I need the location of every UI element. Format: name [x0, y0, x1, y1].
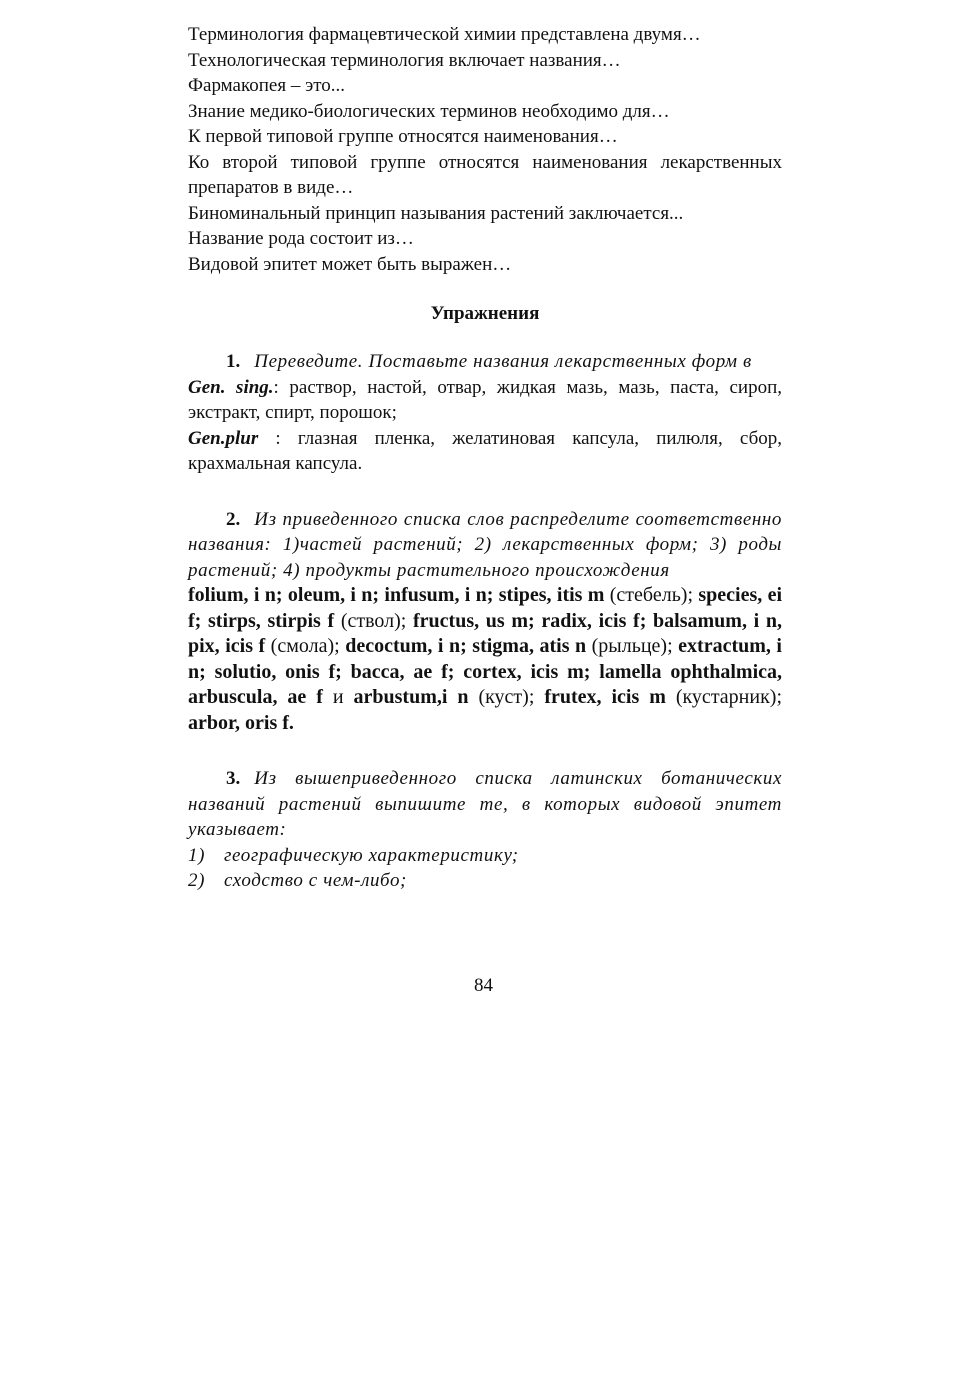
- exercise-2: [188, 507, 782, 737]
- latin-terms: decoctum, i n; stigma, atis n: [345, 635, 587, 657]
- exercise-2-number: 2.: [226, 508, 241, 530]
- review-question: Биноминальный принцип называния растений заключается...: [188, 202, 684, 224]
- latin-terms: arbor, oris f.: [188, 711, 294, 734]
- latin-word-list: [188, 583, 782, 736]
- term-gloss: (ствол);: [334, 609, 414, 632]
- gen-sing-line: [188, 375, 782, 426]
- item-marker: 1): [188, 844, 206, 866]
- latin-terms: frutex, icis m: [544, 686, 666, 708]
- exercise-2-task: [188, 507, 782, 584]
- term-gloss: (кустарник);: [665, 686, 783, 708]
- gen-sing-words: : раствор, настой, отвар, жидкая мазь, мазь, паста, сироп, экстракт, спирт, порошок;: [188, 376, 782, 423]
- exercise-1-instruction: Переведите. Поставьте названия лекарственных форм в: [254, 351, 752, 372]
- review-question: Терминология фармацевтической химии представлена двумя…: [188, 24, 701, 45]
- gen-plur-line: [188, 426, 782, 477]
- term-gloss: (куст);: [468, 686, 545, 708]
- exercise-3: [188, 766, 782, 894]
- review-question: Ко второй типовой группе относятся наименования лекарственных препаратов в виде…: [188, 151, 782, 198]
- exercise-3-number: 3.: [226, 768, 241, 789]
- page-content: [188, 22, 782, 924]
- term-gloss: (стебель);: [604, 584, 699, 606]
- exercise-1-number: 1.: [226, 351, 241, 372]
- item-text: географическую характеристику;: [224, 844, 519, 866]
- review-question: К первой типовой группе относятся наименования…: [188, 126, 618, 147]
- latin-terms: fructus, us m; radix, icis f; balsamum, i n, pix, icis f: [188, 609, 782, 657]
- latin-terms: arbustum,i n: [353, 686, 469, 708]
- term-gloss: (смола);: [265, 635, 346, 657]
- review-question: Название рода состоит из…: [188, 228, 414, 249]
- page-number: 84: [474, 975, 493, 996]
- latin-terms: species, ei f; stirps, stirpis f: [188, 584, 782, 632]
- item-text: сходство с чем-либо;: [224, 870, 407, 891]
- exercise-1-task: [188, 349, 782, 375]
- exercise-3-item: [188, 843, 782, 869]
- exercise-1: [188, 349, 782, 477]
- exercise-3-task: [188, 766, 782, 843]
- review-questions: [188, 22, 782, 277]
- section-title: Упражнения: [430, 303, 540, 324]
- latin-terms: folium, i n; oleum, i n; infusum, i n; stipes, itis m: [188, 584, 605, 606]
- item-marker: 2): [188, 870, 206, 891]
- term-gloss: и: [322, 686, 354, 708]
- gen-sing-label: Gen. sing.: [188, 376, 274, 398]
- review-question: Фармакопея – это...: [188, 75, 346, 96]
- latin-terms: extractum, i n; solutio, onis f; bacca, ae f; cortex, icis m; lamella ophthalmica, arbuscula, ae f: [188, 635, 782, 708]
- review-question: Знание медико-биологических терминов необходимо для…: [188, 100, 670, 122]
- term-gloss: (рыльце);: [586, 635, 679, 657]
- exercise-3-item: [188, 868, 782, 894]
- review-question: Технологическая терминология включает названия…: [188, 49, 621, 71]
- review-question: Видовой эпитет может быть выражен…: [188, 253, 512, 275]
- gen-plur-label: Gen.plur: [188, 427, 259, 449]
- exercise-2-instruction: Из приведенного списка слов распределите соответственно названия: 1)частей растений; 2) лекарственных форм; 3) роды растений; 4) продукты растительного происхождения: [188, 508, 782, 581]
- gen-plur-words: : глазная пленка, желатиновая капсула, пилюля, сбор, крахмальная капсула.: [188, 427, 782, 474]
- exercise-3-instruction: Из вышеприведенного списка латинских ботанических названий растений выпишите те, в которых видовой эпитет указывает:: [188, 768, 782, 840]
